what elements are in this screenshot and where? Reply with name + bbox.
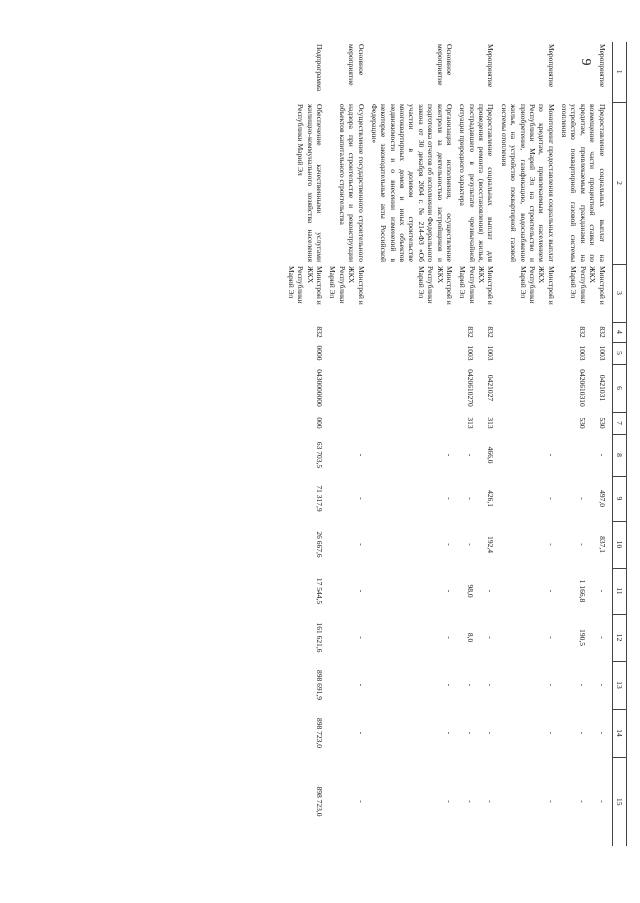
cell-col-8: [326, 434, 368, 476]
cell-col-15: [456, 757, 498, 846]
page-number: 9: [578, 58, 593, 66]
cell-col-13: [558, 661, 612, 709]
table-row: [368, 42, 456, 846]
cell-line: 832: [577, 326, 587, 338]
column-number-3: 3: [612, 264, 626, 322]
cell-col-12: [498, 614, 558, 661]
column-number-7: 7: [612, 412, 626, 434]
cell-line: -: [577, 731, 587, 735]
cell-col-4: [368, 322, 456, 342]
cell-line: 832: [597, 326, 607, 338]
cell-col-7: [498, 412, 558, 434]
cell-line: 1003: [466, 345, 476, 361]
cell-col-3: Минстрой и ЖКХ Республики Марий Эл: [416, 266, 454, 305]
cell-line: -: [597, 636, 607, 639]
cell-col-13: [456, 661, 498, 709]
cell-line: -: [486, 589, 496, 593]
cell-line: 0421031: [597, 374, 607, 402]
cell-line: -: [486, 800, 496, 803]
cell-col-14: [558, 709, 612, 757]
cell-line: 898 691,9: [315, 670, 325, 700]
cell-col-8: [558, 434, 612, 476]
column-number-14: 14: [612, 709, 626, 757]
cell-col-4: [498, 322, 558, 342]
cell-col-5: [498, 342, 558, 364]
cell-col-15: [498, 757, 558, 846]
cell-col-14: [285, 709, 327, 757]
cell-col-7: [456, 412, 498, 434]
column-number-5: 5: [612, 342, 626, 364]
cell-line: -: [445, 683, 454, 687]
cell-col-2: Организация исполнения, осуществление контроля за деятельностью застройщиков и подготовка отчетов об исполнении Федерального закона от 30 декабря 2004 г. № 214-ФЗ «Об участии в долевом строительстве многоквартирных домов и иных объектов недвижимости и о внесении изменений в некоторые законодательные акты Российской Федерации»: [370, 104, 454, 262]
column-number-13: 13: [612, 661, 626, 709]
column-number-12: 12: [612, 614, 626, 661]
cell-col-5: [456, 342, 498, 364]
cell-col-3: Минстрой и ЖКХ Республики Марий Эл: [518, 266, 556, 305]
cell-line: -: [597, 800, 607, 803]
cell-col-10: [498, 521, 558, 568]
cell-line: -: [466, 543, 476, 546]
cell-col-11: [498, 568, 558, 614]
cell-line: -: [466, 800, 476, 803]
cell-line: -: [356, 589, 366, 593]
cell-line: -: [356, 543, 366, 546]
cell-line: -: [445, 800, 454, 803]
cell-col-2: Обеспечение качественными услугами жилищно-коммунального хозяйства населения Республики Марий Эл: [296, 104, 325, 262]
cell-col-11: [558, 568, 612, 614]
cell-line: 1003: [577, 345, 587, 361]
cell-col-1: Мероприятие: [597, 44, 607, 88]
cell-line: -: [577, 800, 587, 803]
cell-col-8: [456, 434, 498, 476]
cell-line: [577, 436, 587, 474]
cell-col-7: [326, 412, 368, 434]
cell-line: -: [466, 497, 476, 500]
cell-col-1: Мероприятие: [546, 44, 556, 88]
cell-col-4: [285, 322, 327, 342]
cell-line: -: [546, 497, 556, 500]
table-row: [326, 42, 368, 846]
cell-col-3: Минстрой и ЖКХ Республики Марий Эл: [458, 266, 496, 305]
cell-col-9: [498, 476, 558, 521]
cell-line: -: [597, 453, 607, 457]
cell-line: -: [546, 589, 556, 593]
cell-line: -: [445, 589, 454, 593]
cell-col-6: [456, 364, 498, 412]
cell-line: -: [356, 453, 366, 457]
cell-col-2: Предоставление социальных выплат для проведения ремонта (восстановления) жилья, пострадавшего в результате чрезвычайной ситуации природного характера: [458, 104, 496, 262]
cell-col-3: Минстрой и ЖКХ Республики Марий Эл: [569, 266, 607, 305]
cell-line: -: [356, 731, 366, 735]
cell-line: -: [486, 683, 496, 687]
cell-line: 161 621,6: [315, 622, 325, 653]
cell-line: -: [486, 636, 496, 639]
cell-col-2: Осуществление государственного строительного надзора при строительстве и реконструкции объектов капитального строительства: [337, 104, 366, 262]
cell-line: 426,1: [486, 490, 496, 507]
cell-line: 71 317,9: [315, 485, 325, 512]
cell-line: -: [546, 731, 556, 735]
cell-col-1: Основное мероприятие: [435, 44, 454, 86]
cell-col-12: [285, 614, 327, 661]
cell-col-10: [326, 521, 368, 568]
cell-line: -: [597, 589, 607, 593]
cell-line: -: [445, 543, 454, 546]
cell-line: 000: [315, 417, 325, 429]
cell-col-14: [368, 709, 456, 757]
column-number-6: 6: [612, 364, 626, 412]
cell-line: 1003: [597, 345, 607, 361]
table-row: [558, 42, 612, 846]
cell-line: 0421027: [486, 374, 496, 402]
cell-line: -: [597, 683, 607, 687]
cell-line: -: [445, 497, 454, 500]
cell-col-10: [368, 521, 456, 568]
cell-line: -: [486, 731, 496, 735]
cell-col-6: [368, 364, 456, 412]
cell-col-6: [558, 364, 612, 412]
cell-col-5: [285, 342, 327, 364]
cell-line: 530: [597, 417, 607, 429]
cell-col-1: Подпрограмма: [315, 44, 325, 92]
cell-col-15: [558, 757, 612, 846]
cell-col-4: [456, 322, 498, 342]
cell-line: -: [546, 453, 556, 457]
cell-col-14: [326, 709, 368, 757]
cell-col-5: [326, 342, 368, 364]
cell-line: 98,0: [466, 584, 476, 598]
cell-line: 497,0: [597, 490, 607, 507]
cell-col-11: [368, 568, 456, 614]
cell-line: 832: [466, 326, 476, 338]
cell-line: 17 544,5: [315, 577, 325, 605]
budget-table: [285, 42, 627, 846]
cell-col-10: [285, 521, 327, 568]
cell-col-15: [368, 757, 456, 846]
cell-col-2: Предоставление социальных выплат на возмещение части процентной ставки по кредитам, привлекаемым гражданами на устройство поквартирной газовой системы отопления: [560, 104, 607, 262]
column-number-4: 4: [612, 322, 626, 342]
column-number-2: 2: [612, 102, 626, 264]
column-number-1: 1: [612, 42, 626, 102]
column-number-11: 11: [612, 568, 626, 614]
cell-line: -: [445, 731, 454, 735]
cell-col-2: Мониторинг предоставления социальных выплат по кредитам, привлекаемым населением Республики Марий Эл на строительство и приобретение, газификацию, водоснабжение жилья, на устройство поквартирной газовой системы отопления: [499, 104, 556, 262]
cell-line: 837,1: [597, 536, 607, 553]
cell-line: -: [546, 636, 556, 639]
cell-line: 1003: [486, 345, 496, 361]
cell-col-12: [368, 614, 456, 661]
cell-line: 0420610310: [577, 369, 587, 407]
column-number-15: 15: [612, 757, 626, 846]
column-number-row: [612, 42, 626, 846]
cell-line: -: [356, 800, 366, 803]
cell-col-7: [285, 412, 327, 434]
table-row: [285, 42, 327, 846]
cell-col-9: [558, 476, 612, 521]
cell-line: 192,4: [486, 536, 496, 553]
rotated-table-container: [115, 42, 627, 846]
cell-line: 898 723,0: [315, 718, 325, 748]
cell-line: 898 723,0: [315, 786, 325, 817]
column-number-10: 10: [612, 521, 626, 568]
cell-line: -: [466, 731, 476, 735]
cell-col-5: [558, 342, 612, 364]
cell-line: 0000: [315, 345, 325, 361]
cell-col-13: [498, 661, 558, 709]
cell-col-3: Минстрой и ЖКХ Республики Марий Эл: [328, 266, 366, 305]
cell-col-9: [368, 476, 456, 521]
cell-line: 313: [466, 417, 476, 429]
cell-col-13: [285, 661, 327, 709]
cell-line: 8,0: [466, 632, 476, 643]
cell-line: -: [577, 543, 587, 546]
cell-line: 0430000000: [315, 369, 325, 407]
table-body: [285, 42, 613, 846]
cell-col-14: [456, 709, 498, 757]
cell-col-15: [285, 757, 327, 846]
cell-line: 26 667,6: [315, 531, 325, 558]
cell-line: -: [445, 453, 454, 457]
cell-col-6: [498, 364, 558, 412]
cell-col-13: [368, 661, 456, 709]
cell-col-12: [456, 614, 498, 661]
cell-col-14: [498, 709, 558, 757]
cell-line: -: [546, 543, 556, 546]
cell-col-15: [326, 757, 368, 846]
cell-col-11: [285, 568, 327, 614]
cell-col-10: [456, 521, 498, 568]
cell-col-11: [326, 568, 368, 614]
cell-col-9: [326, 476, 368, 521]
cell-col-10: [558, 521, 612, 568]
cell-col-12: [558, 614, 612, 661]
cell-col-3: Минстрой и ЖКХ Республики Марий Эл: [287, 266, 325, 305]
cell-line: 313: [486, 417, 496, 429]
cell-col-13: [326, 661, 368, 709]
cell-line: -: [546, 800, 556, 803]
cell-col-8: [368, 434, 456, 476]
cell-line: -: [597, 731, 607, 735]
cell-col-1: Мероприятие: [486, 44, 496, 88]
cell-line: 832: [315, 326, 325, 338]
cell-col-11: [456, 568, 498, 614]
column-number-8: 8: [612, 434, 626, 476]
cell-line: -: [356, 636, 366, 639]
cell-col-12: [326, 614, 368, 661]
cell-line: 0420610270: [466, 369, 476, 407]
table-row: [456, 42, 498, 846]
cell-col-1: Основное мероприятие: [347, 44, 366, 86]
column-number-9: 9: [612, 476, 626, 521]
cell-col-9: [456, 476, 498, 521]
cell-col-7: [368, 412, 456, 434]
cell-line: 1 166,8: [577, 579, 587, 603]
cell-col-9: [285, 476, 327, 521]
cell-line: 832: [486, 326, 496, 338]
cell-col-4: [326, 322, 368, 342]
cell-line: 190,5: [577, 629, 587, 646]
table-row: [498, 42, 558, 846]
cell-line: 530: [577, 417, 587, 429]
cell-line: -: [356, 497, 366, 500]
cell-col-8: [498, 434, 558, 476]
cell-line: -: [445, 636, 454, 639]
cell-col-6: [326, 364, 368, 412]
cell-col-4: [558, 322, 612, 342]
cell-line: -: [356, 683, 366, 687]
cell-line: -: [546, 683, 556, 687]
cell-line: -: [466, 453, 476, 457]
cell-col-6: [285, 364, 327, 412]
cell-line: 63 703,5: [315, 441, 325, 469]
cell-col-8: [285, 434, 327, 476]
cell-col-7: [558, 412, 612, 434]
cell-col-5: [368, 342, 456, 364]
cell-line: 466,0: [486, 446, 496, 464]
cell-line: -: [577, 683, 587, 687]
cell-line: -: [466, 683, 476, 687]
cell-line: -: [577, 497, 587, 500]
